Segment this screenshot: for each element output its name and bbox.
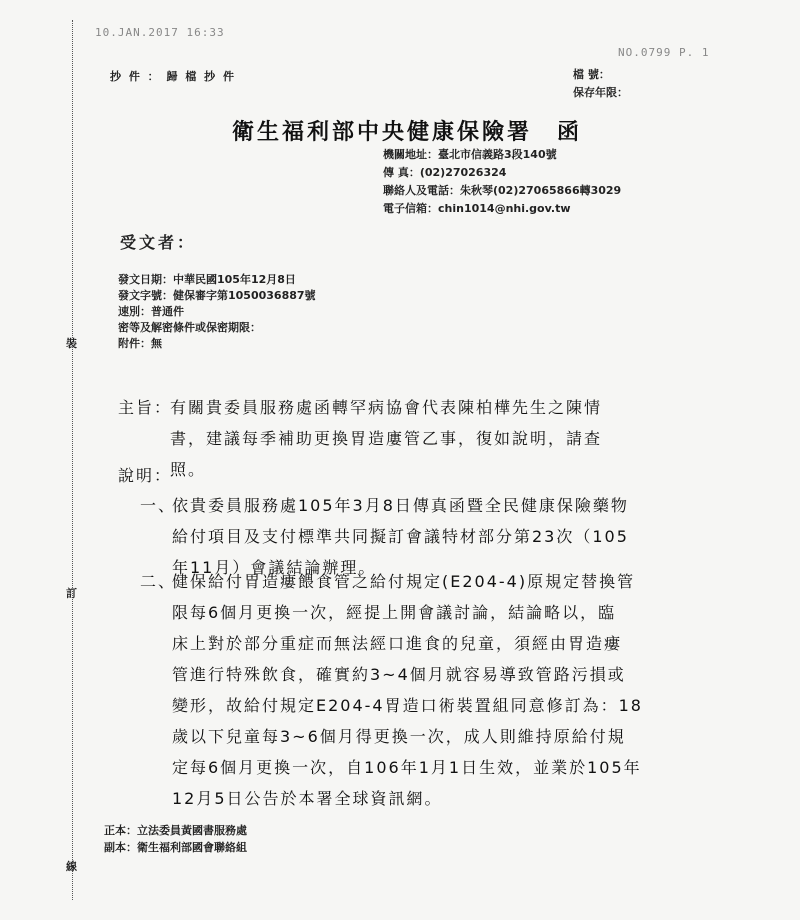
- binding-mark-zhuang: 裝: [66, 337, 77, 350]
- delivery-speed: 速別：普通件: [118, 305, 184, 318]
- explanation-line: 12月5日公告於本署全球資訊網。: [172, 789, 443, 808]
- explanation-line: 定每6個月更換一次，自106年1月1日生效，並業於105年: [172, 758, 642, 777]
- agency-fax: 傳 真：(02)27026324: [383, 166, 507, 179]
- subject-line: 有關貴委員服務處函轉罕病協會代表陳柏樺先生之陳情: [170, 398, 603, 417]
- binding-mark-xian: 線: [66, 860, 77, 873]
- explanation-item-1-marker: 一、: [140, 496, 177, 515]
- copy-recipient: 副本：衛生福利部國會聯絡組: [104, 841, 247, 854]
- explanation-line: 依貴委員服務處105年3月8日傳真函暨全民健康保險藥物: [172, 496, 629, 515]
- issue-number: 發文字號：健保審字第1050036887號: [118, 289, 316, 302]
- subject-body: [170, 392, 602, 485]
- explanation-line: 健保給付胃造瘻餵食管之給付規定(E204-4)原規定替換管: [172, 572, 636, 591]
- agency-contact: 聯絡人及電話：朱秋琴(02)27065866轉3029: [383, 184, 622, 197]
- agency-address: 機關地址：臺北市信義路3段140號: [383, 148, 557, 161]
- explanation-item-2: [172, 566, 643, 814]
- document-title: 衛生福利部中央健康保險署 函: [232, 120, 583, 145]
- explanation-label: 說明：: [118, 466, 173, 485]
- attachment: 附件：無: [118, 337, 162, 350]
- subject-line: 書，建議每季補助更換胃造廔管乙事，復如說明，請查: [170, 429, 603, 448]
- binding-mark-ding: 訂: [66, 587, 77, 600]
- document-info: [118, 272, 316, 352]
- agency-info: [383, 146, 621, 218]
- issue-date: 發文日期：中華民國105年12月8日: [118, 273, 296, 286]
- fax-timestamp: 10.JAN.2017 16:33: [95, 26, 225, 39]
- recipient-label: 受文者：: [120, 233, 197, 252]
- explanation-line: 床上對於部分重症而無法經口進食的兒童，須經由胃造瘻: [172, 634, 623, 653]
- security-level: 密等及解密條件或保密期限：: [118, 321, 261, 334]
- retention-label: 保存年限：: [573, 86, 628, 99]
- fax-page-number: NO.0799 P. 1: [618, 46, 710, 59]
- distribution: [104, 822, 247, 856]
- original-recipient: 正本：立法委員黃國書服務處: [104, 824, 247, 837]
- binding-line: [72, 20, 73, 900]
- explanation-line: 管進行特殊飲食，確實約3~4個月就容易導致管路污損或: [172, 665, 626, 684]
- agency-email: 電子信箱：chin1014@nhi.gov.tw: [383, 202, 571, 215]
- explanation-line: 限每6個月更換一次，經提上開會議討論，結論略以，臨: [172, 603, 617, 622]
- explanation-line: 年11月）會議結論辦理。: [172, 558, 377, 577]
- explanation-item-2-marker: 二、: [140, 572, 177, 591]
- explanation-line: 歲以下兒童每3~6個月得更換一次，成人則維持原給付規: [172, 727, 626, 746]
- subject-line: 照。: [170, 460, 207, 479]
- file-number-label: 檔 號：: [573, 68, 610, 81]
- explanation-line: 變形，故給付規定E204-4胃造口術裝置組同意修訂為：18: [172, 696, 643, 715]
- subject-label: 主旨：: [118, 398, 173, 417]
- copy-mark: 抄 件 ： 歸 檔 抄 件: [110, 70, 236, 83]
- explanation-line: 給付項目及支付標準共同擬訂會議特材部分第23次（105: [172, 527, 629, 546]
